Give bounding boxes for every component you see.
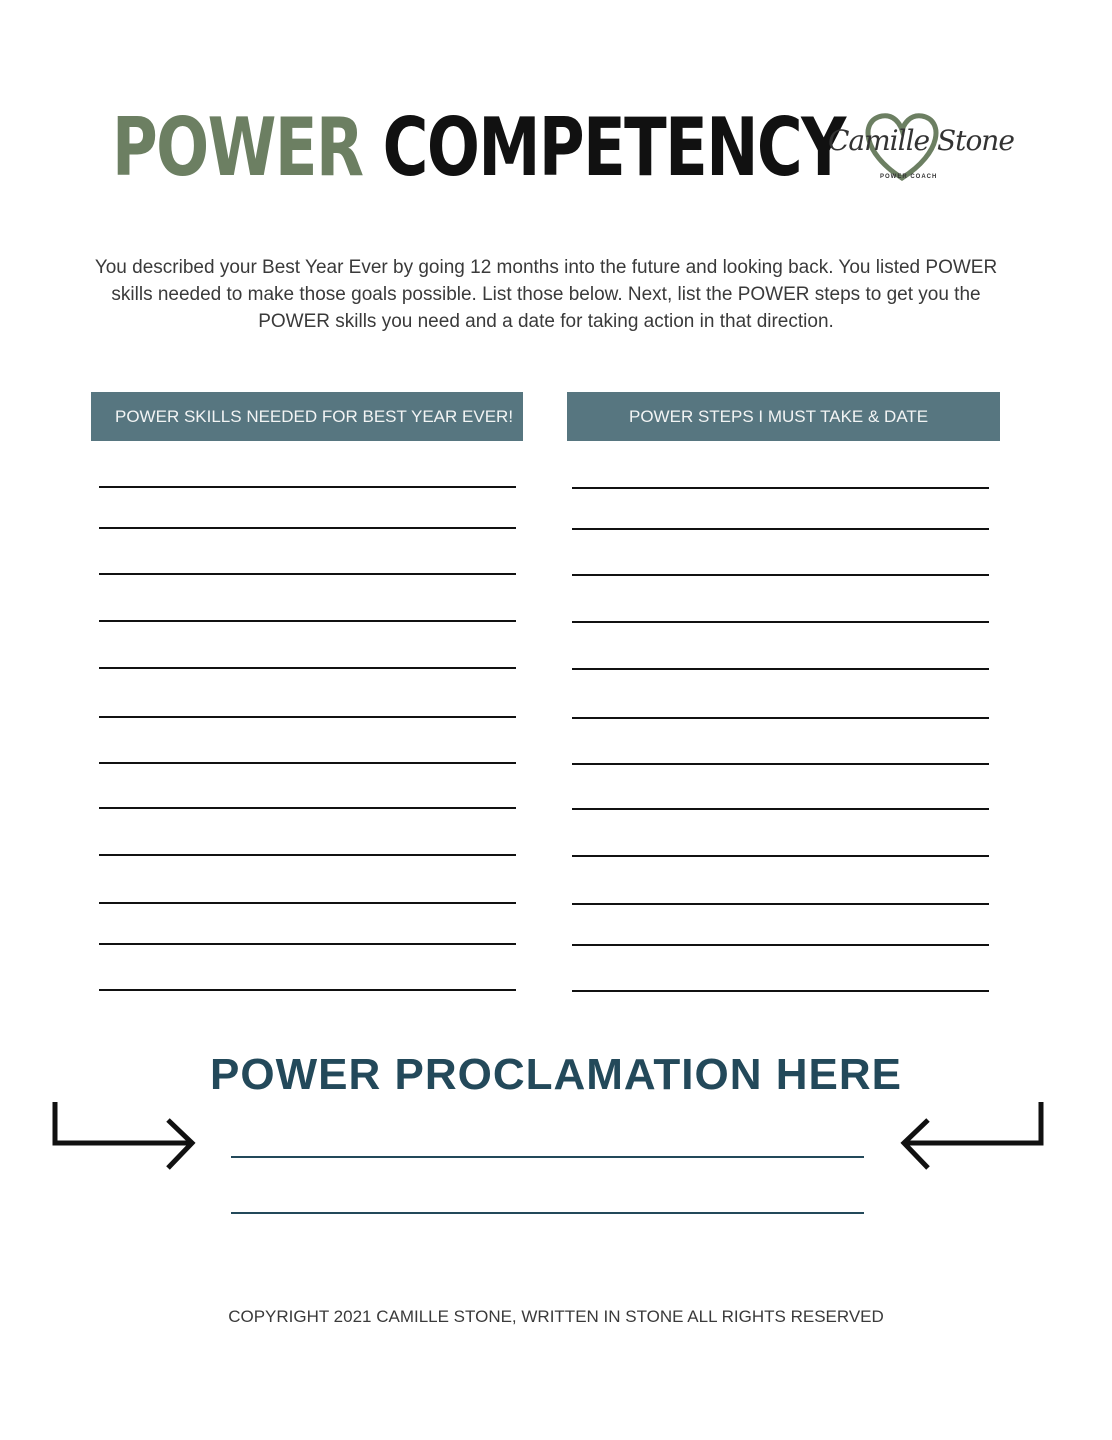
- proclamation-line[interactable]: [231, 1156, 864, 1158]
- title-word-power: POWER: [112, 101, 363, 194]
- skills-writing-line[interactable]: [99, 527, 516, 529]
- steps-writing-line[interactable]: [572, 621, 989, 623]
- steps-writing-line[interactable]: [572, 487, 989, 489]
- skills-writing-line[interactable]: [99, 573, 516, 575]
- skills-writing-line[interactable]: [99, 667, 516, 669]
- steps-writing-line[interactable]: [572, 990, 989, 992]
- skills-writing-line[interactable]: [99, 486, 516, 488]
- skills-writing-line[interactable]: [99, 854, 516, 856]
- skills-writing-line[interactable]: [99, 620, 516, 622]
- skills-column-header: [91, 392, 523, 441]
- skills-writing-line[interactable]: [99, 989, 516, 991]
- intro-paragraph: You described your Best Year Ever by going 12 months into the future and looking back. You listed POWER skills needed to make those goals possible. List those below. Next, list the POWER steps to get you the POWER skills you need and a date for taking action in that direction.: [94, 257, 998, 332]
- skills-writing-line[interactable]: [99, 762, 516, 764]
- steps-writing-line[interactable]: [572, 855, 989, 857]
- page-title: [112, 101, 845, 194]
- skills-writing-line[interactable]: [99, 902, 516, 904]
- steps-writing-line[interactable]: [572, 717, 989, 719]
- arrow-left-icon: [896, 1098, 1046, 1174]
- steps-writing-line[interactable]: [572, 528, 989, 530]
- proclamation-line[interactable]: [231, 1212, 864, 1214]
- logo-text: Camille Stone: [828, 124, 1014, 157]
- skills-writing-line[interactable]: [99, 943, 516, 945]
- steps-column-header: [567, 392, 1000, 441]
- arrow-right-icon: [50, 1098, 200, 1174]
- skills-writing-line[interactable]: [99, 807, 516, 809]
- logo-subtitle: POWER COACH: [880, 174, 938, 180]
- steps-writing-line[interactable]: [572, 903, 989, 905]
- steps-writing-line[interactable]: [572, 944, 989, 946]
- copyright-notice: COPYRIGHT 2021 CAMILLE STONE, WRITTEN IN STONE ALL RIGHTS RESERVED: [228, 1307, 884, 1326]
- steps-writing-line[interactable]: [572, 808, 989, 810]
- steps-writing-line[interactable]: [572, 574, 989, 576]
- steps-writing-line[interactable]: [572, 763, 989, 765]
- skills-writing-line[interactable]: [99, 716, 516, 718]
- camille-stone-logo: [822, 108, 1014, 186]
- steps-writing-line[interactable]: [572, 668, 989, 670]
- skills-column-header-label: POWER SKILLS NEEDED FOR BEST YEAR EVER!: [115, 407, 514, 426]
- steps-column-header-label: POWER STEPS I MUST TAKE & DATE: [629, 407, 929, 426]
- proclamation-title: POWER PROCLAMATION HERE: [210, 1050, 902, 1099]
- title-word-competency: COMPETENCY: [382, 101, 845, 194]
